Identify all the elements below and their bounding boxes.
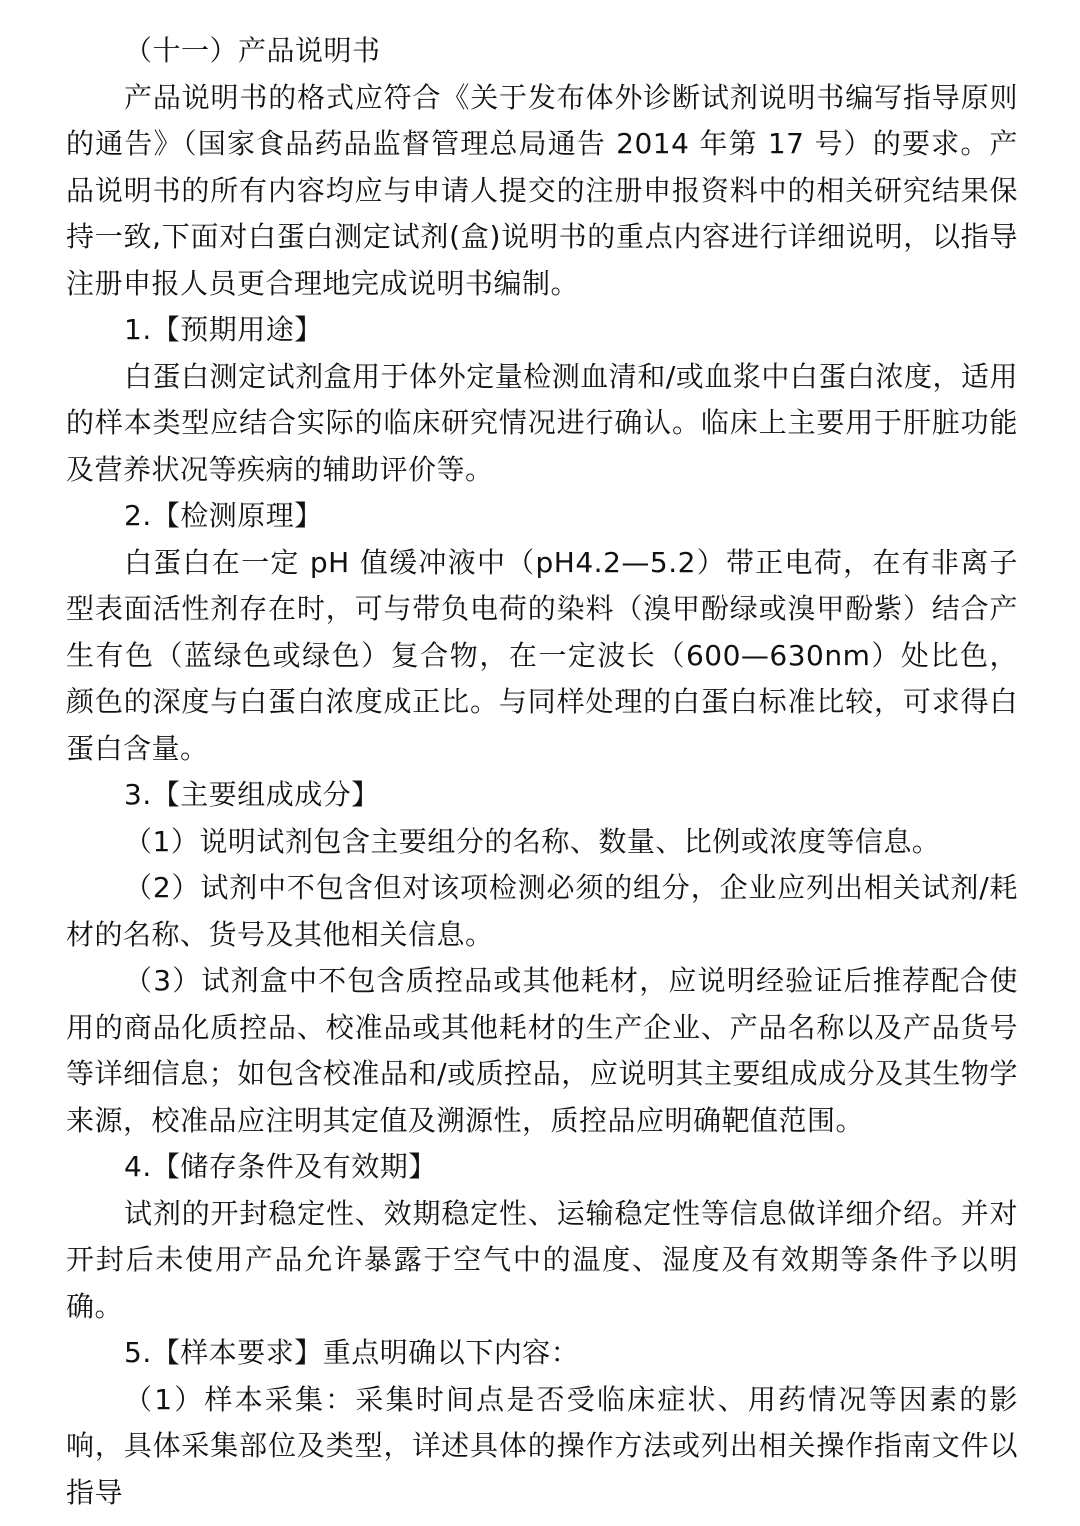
section-3-heading: 3.【主要组成成分】 xyxy=(124,778,380,811)
section-2-heading: 2.【检测原理】 xyxy=(124,499,323,532)
section-4-body: 试剂的开封稳定性、效期稳定性、运输稳定性等信息做详细介绍。并对开封后未使用产品允许暴露于空气中的温度、湿度及有效期等条件予以明确。 xyxy=(66,1196,1018,1323)
section-2-body: 白蛋白在一定 pH 值缓冲液中（pH4.2—5.2）带正电荷，在有非离子型表面活性剂存在时，可与带负电荷的染料（溴甲酚绿或溴甲酚紫）结合产生有色（蓝绿色或绿色）复合物，在一定波长（600—630nm）处比色，颜色的深度与白蛋白浓度成正比。与同样处理的白蛋白标准比较，可求得白蛋白含量。 xyxy=(66,545,1018,765)
section-1-heading: 1.【预期用途】 xyxy=(124,313,323,346)
section-3-item-3: （3）试剂盒中不包含质控品或其他耗材，应说明经验证后推荐配合使用的商品化质控品、校准品或其他耗材的生产企业、产品名称以及产品货号等详细信息；如包含校准品和/或质控品，应说明其主要组成成分及其生物学来源，校准品应注明其定值及溯源性，质控品应明确靶值范围。 xyxy=(66,964,1018,1137)
section-3-item-1: （1）说明试剂包含主要组分的名称、数量、比例或浓度等信息。 xyxy=(124,824,941,858)
intro-paragraph: 产品说明书的格式应符合《关于发布体外诊断试剂说明书编写指导原则的通告》（国家食品药品监督管理总局通告 2014 年第 17 号）的要求。产品说明书的所有内容均应与申请人提交的注册申报资料中的相关研究结果保持一致,下面对白蛋白测定试剂(盒)说明书的重点内容进行详细说明，以指导注册申报人员更合理地完成说明书编制。 xyxy=(66,80,1018,300)
section-5-heading: 5.【样本要求】重点明确以下内容： xyxy=(124,1336,580,1369)
section-3-item-2: （2）试剂中不包含但对该项检测必须的组分，企业应列出相关试剂/耗材的名称、货号及其他相关信息。 xyxy=(66,871,1018,951)
document-body xyxy=(66,28,1018,1516)
section-title: （十一）产品说明书 xyxy=(124,34,381,67)
section-4-heading: 4.【储存条件及有效期】 xyxy=(124,1150,437,1183)
section-1-body: 白蛋白测定试剂盒用于体外定量检测血清和/或血浆中白蛋白浓度，适用的样本类型应结合实际的临床研究情况进行确认。临床上主要用于肝脏功能及营养状况等疾病的辅助评价等。 xyxy=(66,359,1018,486)
section-5-item-1: （1）样本采集：采集时间点是否受临床症状、用药情况等因素的影响，具体采集部位及类型，详述具体的操作方法或列出相关操作指南文件以指导 xyxy=(66,1382,1018,1509)
